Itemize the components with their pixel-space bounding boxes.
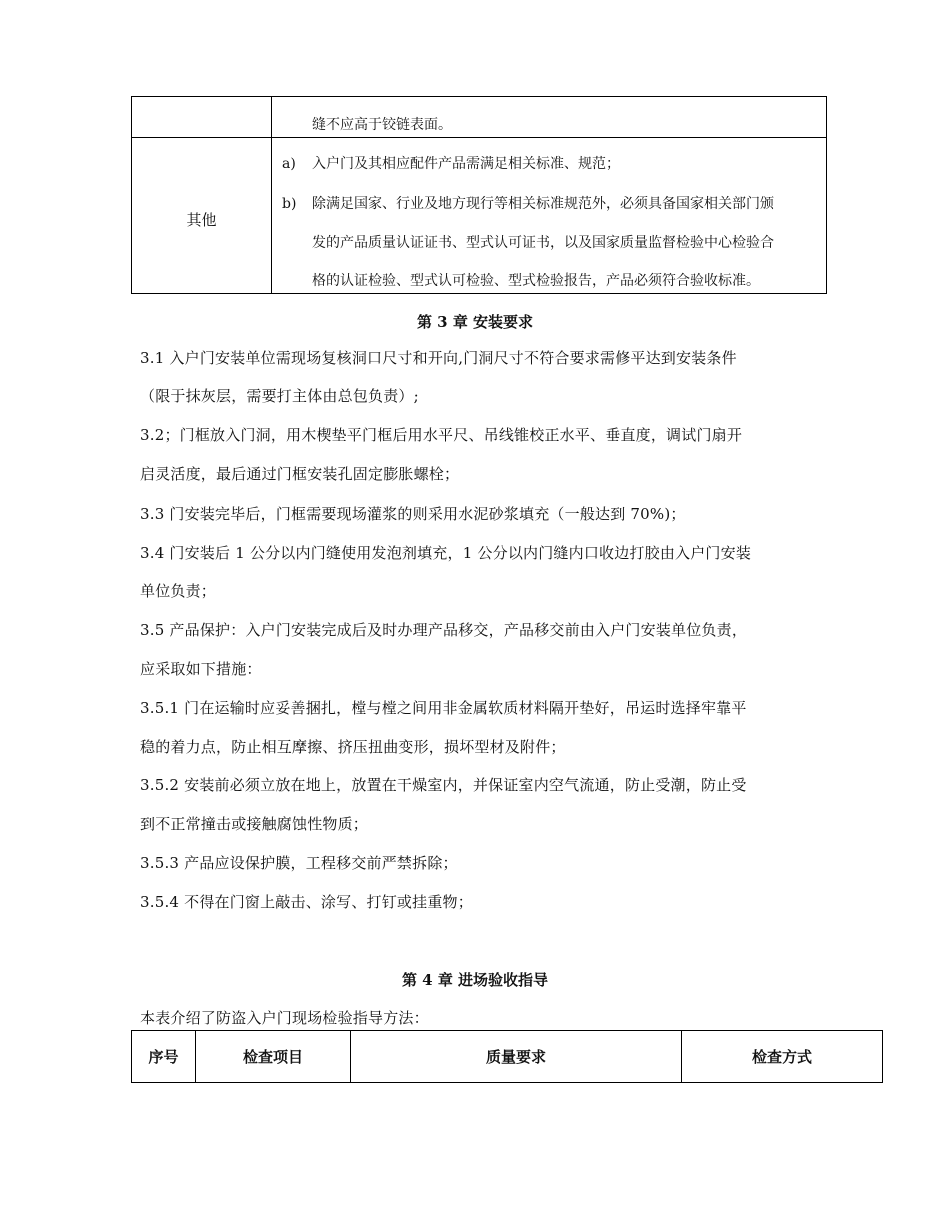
table-intro: 本表介绍了防盗入户门现场检验指导方法： xyxy=(140,1009,429,1027)
header-item: 检查项目 xyxy=(195,1031,350,1082)
item-b-marker: b) xyxy=(282,196,297,212)
row1-content: 缝不应高于铰链表面。 xyxy=(312,117,452,133)
chapter-4-title: 第 4 章 进场验收指导 xyxy=(401,971,549,989)
chapter-3-title: 第 3 章 安装要求 xyxy=(416,313,534,331)
para-line: 稳的着力点，防止相互摩擦、挤压扭曲变形，损坏型材及附件； xyxy=(140,738,566,756)
para-line: 单位负责； xyxy=(140,582,217,600)
para-line: 应采取如下措施： xyxy=(140,660,262,678)
para-line: （限于抹灰层，需要打主体由总包负责）; xyxy=(140,387,419,405)
table-column-divider xyxy=(271,97,272,293)
para-line: 3.5.4 不得在门窗上敲击、涂写、打钉或挂重物； xyxy=(140,893,473,911)
header-requirement: 质量要求 xyxy=(350,1031,681,1082)
row2-label: 其他 xyxy=(186,211,217,229)
para-line: 3.4 门安装后 1 公分以内门缝使用发泡剂填充，1 公分以内门缝内口收边打胶由入户门安装 xyxy=(140,544,752,562)
header-method: 检查方式 xyxy=(681,1031,882,1082)
table-row-divider xyxy=(132,137,826,138)
para-line: 3.5.3 产品应设保护膜，工程移交前严禁拆除； xyxy=(140,854,458,872)
header-index: 序号 xyxy=(148,1048,179,1066)
para-line: 3.5.2 安装前必须立放在地上，放置在干燥室内，并保证室内空气流通，防止受潮，防止受 xyxy=(140,776,747,794)
inspection-table-header xyxy=(131,1030,883,1083)
item-b-line-2: 发的产品质量认证证书、型式认可证书，以及国家质量监督检验中心检验合 xyxy=(312,235,774,251)
para-line: 启灵活度，最后通过门框安装孔固定膨胀螺栓； xyxy=(140,465,460,483)
para-line: 3.3 门安装完毕后，门框需要现场灌浆的则采用水泥砂浆填充（一般达到 70%)； xyxy=(140,505,686,523)
requirements-table xyxy=(131,96,827,294)
para-line: 3.5.1 门在运输时应妥善捆扎，樘与樘之间用非金属软质材料隔开垫好，吊运时选择牢靠平 xyxy=(140,699,747,717)
item-b-line-1: 除满足国家、行业及地方现行等相关标准规范外，必须具备国家相关部门颁 xyxy=(312,196,774,212)
para-line: 3.5 产品保护：入户门安装完成后及时办理产品移交，产品移交前由入户门安装单位负责， xyxy=(140,621,748,639)
para-line: 3.2；门框放入门洞，用木楔垫平门框后用水平尺、吊线锥校正水平、垂直度，调试门扇开 xyxy=(140,426,743,444)
item-a-marker: a) xyxy=(282,156,296,172)
para-line: 3.1 入户门安装单位需现场复核洞口尺寸和开向,门洞尺寸不符合要求需修平达到安装条件 xyxy=(140,349,737,367)
para-line: 到不正常撞击或接触腐蚀性物质； xyxy=(140,815,369,833)
item-b-line-3: 格的认证检验、型式认可检验、型式检验报告，产品必须符合验收标准。 xyxy=(312,273,760,289)
item-a-text: 入户门及其相应配件产品需满足相关标准、规范； xyxy=(312,156,620,172)
